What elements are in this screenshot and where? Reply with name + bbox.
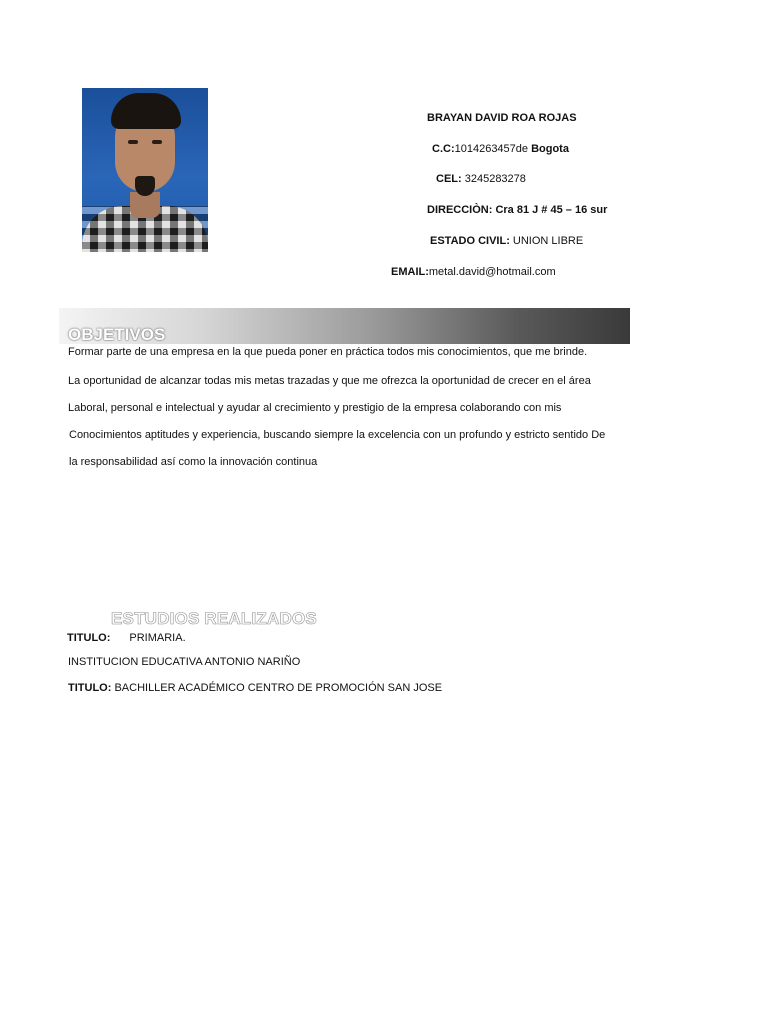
- cc-value: 1014263457de: [454, 143, 532, 155]
- cel-line: [436, 173, 526, 185]
- titulo-1-line: [67, 632, 186, 644]
- civil-label: ESTADO CIVIL:: [430, 235, 510, 247]
- civil-line: [430, 235, 583, 247]
- titulo-1-value: PRIMARIA.: [129, 632, 186, 644]
- objetivos-line-4: Conocimientos aptitudes y experiencia, buscando siempre la excelencia con un profundo y estricto sentido De: [69, 429, 606, 441]
- address-line: [427, 204, 607, 216]
- titulo-2-value: BACHILLER ACADÉMICO CENTRO DE PROMOCIÓN SAN JOSE: [111, 682, 443, 694]
- objetivos-line-3: Laboral, personal e intelectual y ayudar al crecimiento y prestigio de la empresa colaborando con mis: [68, 402, 562, 414]
- cc-label: C.C:: [432, 143, 455, 155]
- titulo-1-label: TITULO:: [67, 632, 111, 644]
- cel-label: CEL:: [436, 173, 462, 185]
- address-label: DIRECCIÒN:: [427, 204, 493, 216]
- email-label: EMAIL:: [391, 266, 429, 278]
- objetivos-title: OBJETIVOS: [68, 325, 166, 344]
- cc-line: [432, 143, 569, 155]
- profile-photo: [82, 88, 208, 252]
- cel-value: 3245283278: [461, 173, 526, 185]
- photo-beard: [135, 176, 155, 196]
- email-line: [391, 266, 556, 278]
- email-value: metal.david@hotmail.com: [428, 266, 556, 278]
- objetivos-line-1: Formar parte de una empresa en la que pueda poner en práctica todos mis conocimientos, que me brinde.: [68, 346, 588, 358]
- cc-city: Bogota: [531, 143, 569, 155]
- civil-value: UNION LIBRE: [509, 235, 584, 247]
- institution-1: INSTITUCION EDUCATIVA ANTONIO NARIÑO: [68, 656, 301, 668]
- estudios-title: ESTUDIOS REALIZADOS: [111, 609, 317, 628]
- photo-hair: [111, 93, 181, 129]
- titulo-2-line: [68, 682, 442, 694]
- titulo-2-label: TITULO:: [68, 682, 112, 694]
- photo-eye-left: [128, 140, 138, 144]
- address-value: Cra 81 J # 45 – 16 sur: [492, 204, 608, 216]
- photo-eye-right: [152, 140, 162, 144]
- candidate-name: BRAYAN DAVID ROA ROJAS: [427, 112, 577, 124]
- objetivos-line-5: la responsabilidad así como la innovación continua: [69, 456, 318, 468]
- objetivos-line-2: La oportunidad de alcanzar todas mis metas trazadas y que me ofrezca la oportunidad de crecer en el área: [68, 375, 591, 387]
